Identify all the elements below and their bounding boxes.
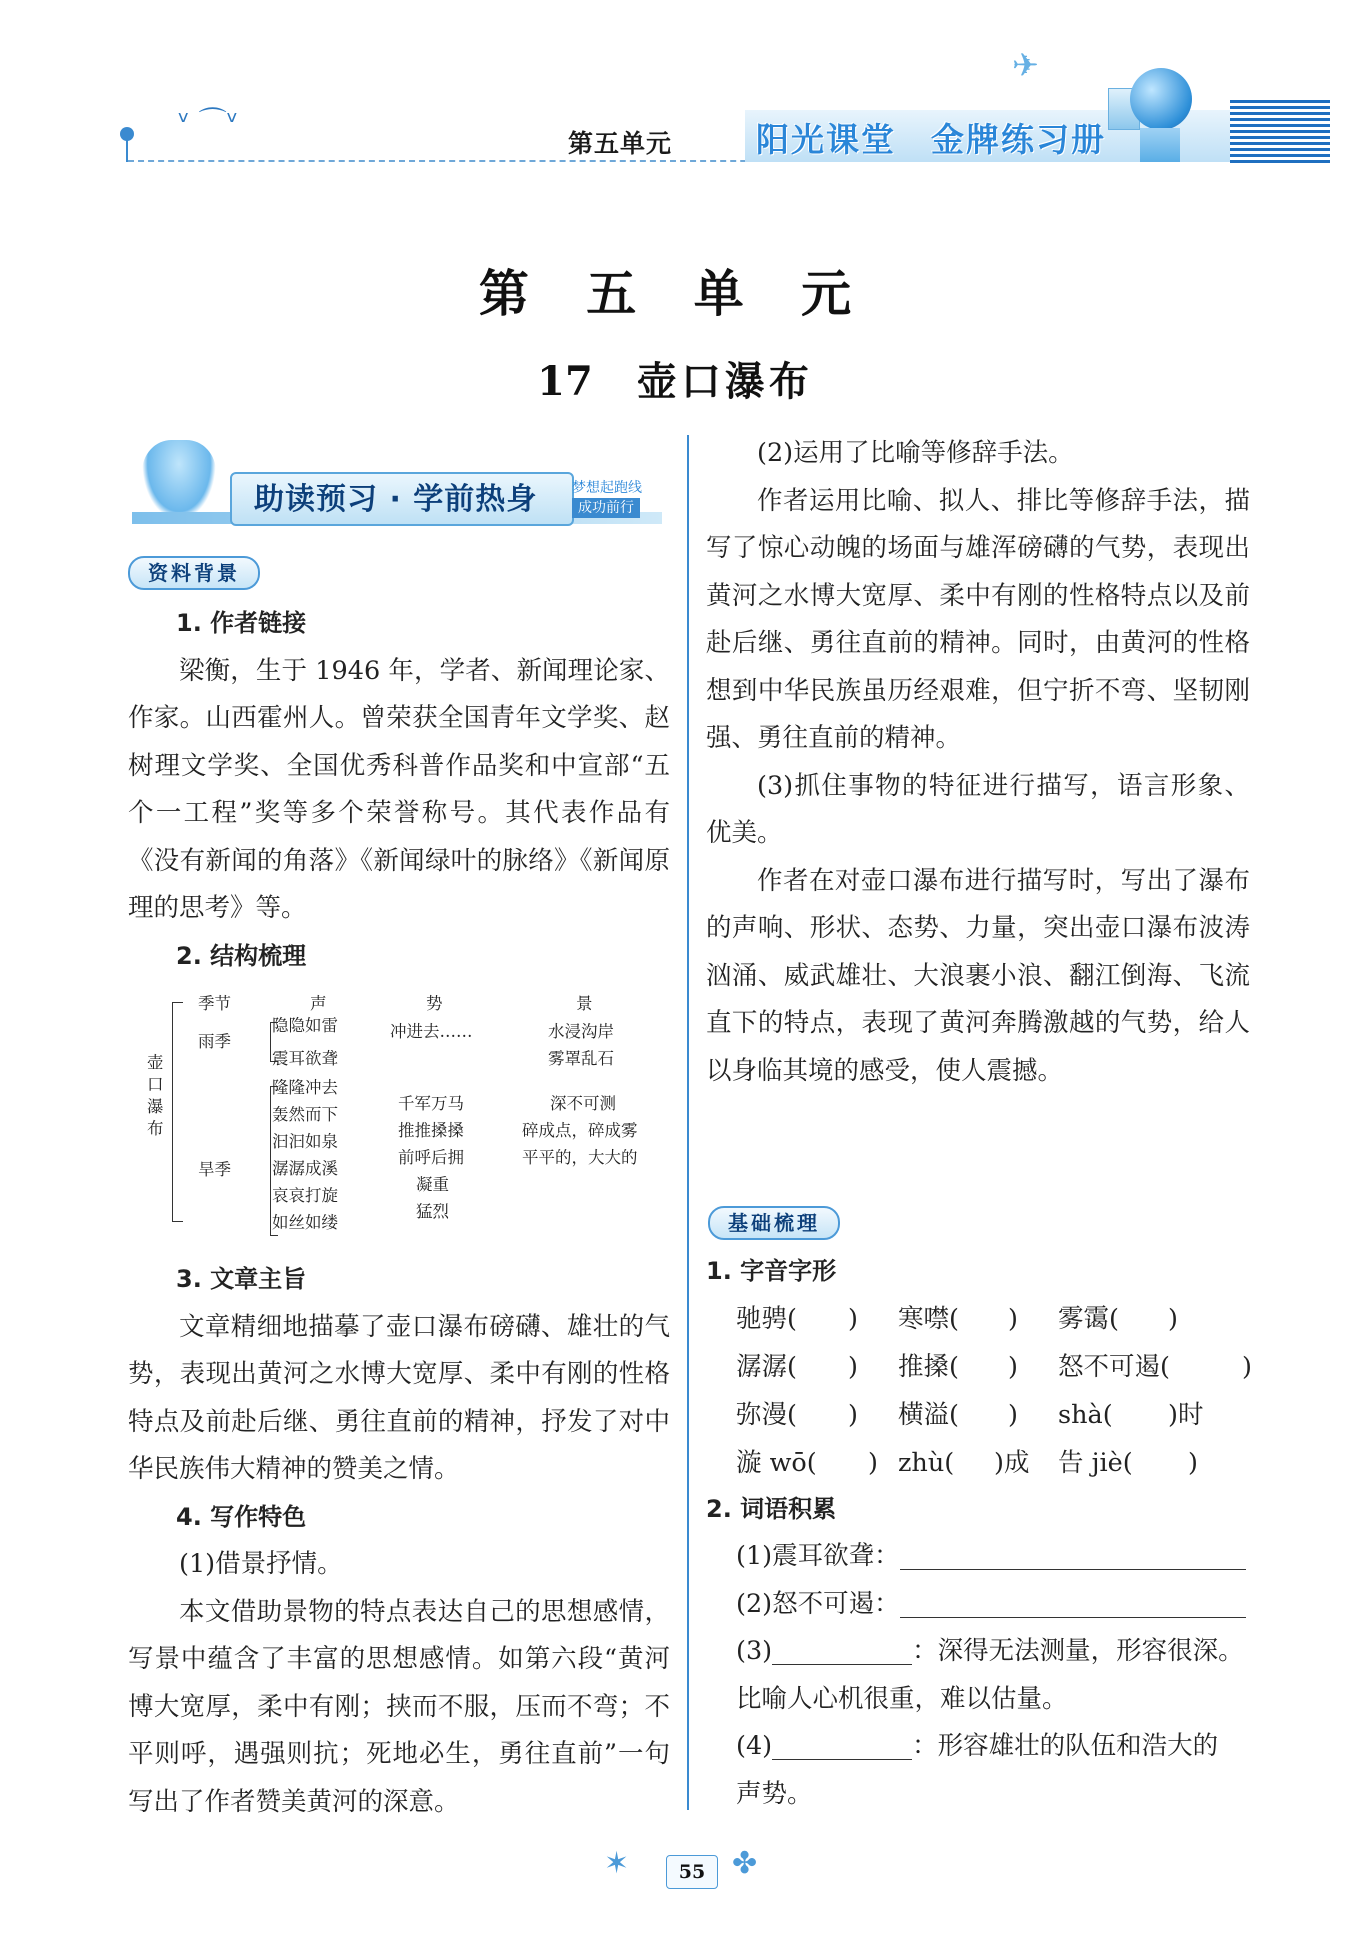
lesson-number: 17 — [537, 358, 593, 405]
dry-sound-5: 哀哀打旋 — [272, 1186, 338, 1205]
header-rule — [126, 132, 128, 162]
vocab-3-cont: 比喻人心机很重，难以估量。 — [736, 1683, 1068, 1714]
diagram-header-sound: 声 — [310, 994, 327, 1013]
dry-sound-2: 轰然而下 — [272, 1105, 338, 1124]
rainy-season: 雨季 — [198, 1032, 231, 1051]
feature2-text: 作者运用比喻、拟人、排比等修辞手法，描写了惊心动魄的场面与雄浑磅礴的气势，表现出黄河之水博大宽厚、柔中有刚的性格特点以及前赴后继、勇往直前的精神。同时，由黄河的性格想到中华民族虽历经艰难，但宁折不弯、坚韧刚强、勇往直前的精神。 — [706, 485, 1250, 753]
vocab-2: (2)怒不可遏： — [706, 1581, 1250, 1629]
pron-heading: 1. 字音字形 — [706, 1257, 837, 1285]
globe-icon — [1130, 68, 1192, 130]
feature1-title: (1)借景抒情。 — [179, 1549, 343, 1579]
structure-diagram — [130, 990, 670, 1250]
banner-side-bottom: 成功前行 — [572, 498, 640, 518]
rainy-momentum-1: 冲进去…… — [390, 1022, 473, 1041]
section-banner-title: 助读预习 · 学前热身 — [254, 482, 538, 517]
feature3-text: 作者在对壶口瀑布进行描写时，写出了瀑布的声响、形状、态势、力量，突出壶口瀑布波涛汹涌、威武雄壮、大浪裹小浪、翻江倒海、飞流直下的特点，表现了黄河奔腾激越的气势，给人以身临其境的感受，使人震撼。 — [706, 865, 1250, 1086]
vocab-1-blank[interactable] — [900, 1539, 1246, 1570]
rainy-sound-2: 震耳欲聋 — [272, 1049, 338, 1068]
dry-sound-4: 潺潺成溪 — [272, 1159, 338, 1178]
vocab-2-blank[interactable] — [900, 1587, 1246, 1618]
dry-sound-1: 隆隆冲去 — [272, 1078, 338, 1097]
dry-season: 旱季 — [198, 1160, 231, 1179]
dry-momentum-1: 千军万马 — [398, 1094, 464, 1113]
dry-sound-6: 如丝如缕 — [272, 1213, 338, 1232]
feature1-text: 本文借助景物的特点表达自己的思想感情，写景中蕴含了丰富的思想感情。如第六段“黄河博大宽厚，柔中有刚；挟而不服，压而不弯；不平则呼，遇强则抗；死地必生，勇往直前”一句写出了作者赞美黄河的深意。 — [128, 1596, 670, 1817]
header-unit: 第五单元 — [568, 129, 673, 158]
dry-momentum-2: 推推搡搡 — [398, 1121, 464, 1140]
vocab-heading: 2. 词语积累 — [706, 1494, 837, 1523]
dry-sound-3: 汩汩如泉 — [272, 1132, 338, 1151]
pron-item: 雾霭( — [1058, 1303, 1119, 1334]
vocab-4: (4) ：形容雄壮的队伍和浩大的 — [736, 1731, 1219, 1761]
page-number: 55 — [666, 1855, 718, 1889]
dry-momentum-4: 凝重 — [416, 1175, 449, 1194]
birds-icon: ᵛ ⌒ᵛ — [178, 105, 239, 138]
paper-plane-icon: ✈ — [1012, 46, 1039, 84]
rainy-scene-2: 雾罩乱石 — [548, 1049, 614, 1068]
vocab-3: (3) ：深得无法测量，形容很深。 — [736, 1636, 1244, 1666]
dry-scene-1: 深不可测 — [550, 1094, 616, 1113]
header-stripes — [1230, 100, 1330, 166]
pronunciation-grid: 驰骋( ) 寒噤( ) 雾霭( ) 潺潺( ) 推搡( ) 怒不可遏( ) 弥漫( ) 横溢( ) shà( )时 漩 wō( ) zhù( )成 告 jiè( ) — [706, 1296, 1250, 1486]
theme-text: 文章精细地描摹了壶口瀑布磅礴、雄壮的气势，表现出黄河之水博大宽厚、柔中有刚的性格特点及前赴后继、勇往直前的精神，抒发了对中华民族伟大精神的赞美之情。 — [128, 1311, 670, 1484]
author-heading: 1. 作者链接 — [176, 609, 307, 637]
left-column-top — [128, 600, 670, 980]
dry-momentum-3: 前呼后拥 — [398, 1148, 464, 1167]
root-brace — [172, 1002, 183, 1222]
lesson-title — [0, 350, 1350, 407]
vocab-1: (1)震耳欲聋： — [706, 1533, 1250, 1581]
dry-momentum-5: 猛烈 — [416, 1202, 449, 1221]
rainy-sound-1: 隐隐如雷 — [272, 1016, 338, 1035]
feature3-title: (3)抓住事物的特征进行描写，语言形象、优美。 — [706, 770, 1250, 848]
tag-basics: 基础梳理 — [708, 1206, 840, 1240]
diagram-root: 壶口瀑布 — [147, 1053, 164, 1138]
structure-heading: 2. 结构梳理 — [176, 941, 307, 970]
feature2-title: (2)运用了比喻等修辞手法。 — [757, 438, 1074, 468]
dry-scene-2: 碎成点，碎成雾 — [522, 1121, 638, 1140]
rainy-scene-1: 水浸沟岸 — [548, 1022, 614, 1041]
lesson-name: 壶口瀑布 — [636, 358, 813, 405]
pron-item: 驰骋( — [736, 1303, 797, 1334]
right-column-top — [706, 430, 1250, 1095]
brand-title: 阳光课堂 金牌练习册 — [756, 120, 1106, 159]
unit-title: 第 五 单 元 — [478, 265, 872, 323]
vocab-4-blank[interactable] — [772, 1729, 912, 1760]
diagram-header-season: 季节 — [198, 994, 231, 1013]
left-column-bottom — [128, 1256, 670, 1826]
vocab-3-blank[interactable] — [772, 1634, 912, 1665]
tag-background: 资料背景 — [128, 556, 260, 590]
column-divider — [687, 435, 689, 1810]
pron-item: 寒噤( — [898, 1303, 959, 1334]
star-icon: ✶ — [604, 1846, 630, 1881]
fountain-icon — [142, 440, 216, 520]
section-banner-side — [572, 478, 642, 518]
vocab-4-cont: 声势。 — [736, 1778, 813, 1809]
diagram-header-momentum: 势 — [426, 994, 443, 1013]
diagram-header-scene: 景 — [576, 994, 593, 1013]
dry-scene-3: 平平的，大大的 — [522, 1148, 638, 1167]
banner-side-top: 梦想起跑线 — [572, 480, 642, 496]
features-heading: 4. 写作特色 — [176, 1502, 307, 1531]
author-text: 梁衡，生于 1946 年，学者、新闻理论家、作家。山西霍州人。曾荣获全国青年文学奖、赵树理文学奖、全国优秀科普作品奖和中宣部“五个一工程”奖等多个荣誉称号。其代表作品有《没有新闻的角落》《新闻绿叶的脉络》《新闻原理的思考》等。 — [128, 655, 670, 923]
pinwheel-icon: ✤ — [732, 1846, 758, 1881]
theme-heading: 3. 文章主旨 — [176, 1265, 307, 1293]
right-column-bottom — [706, 1248, 1250, 1818]
pedestal-icon — [1140, 128, 1180, 162]
